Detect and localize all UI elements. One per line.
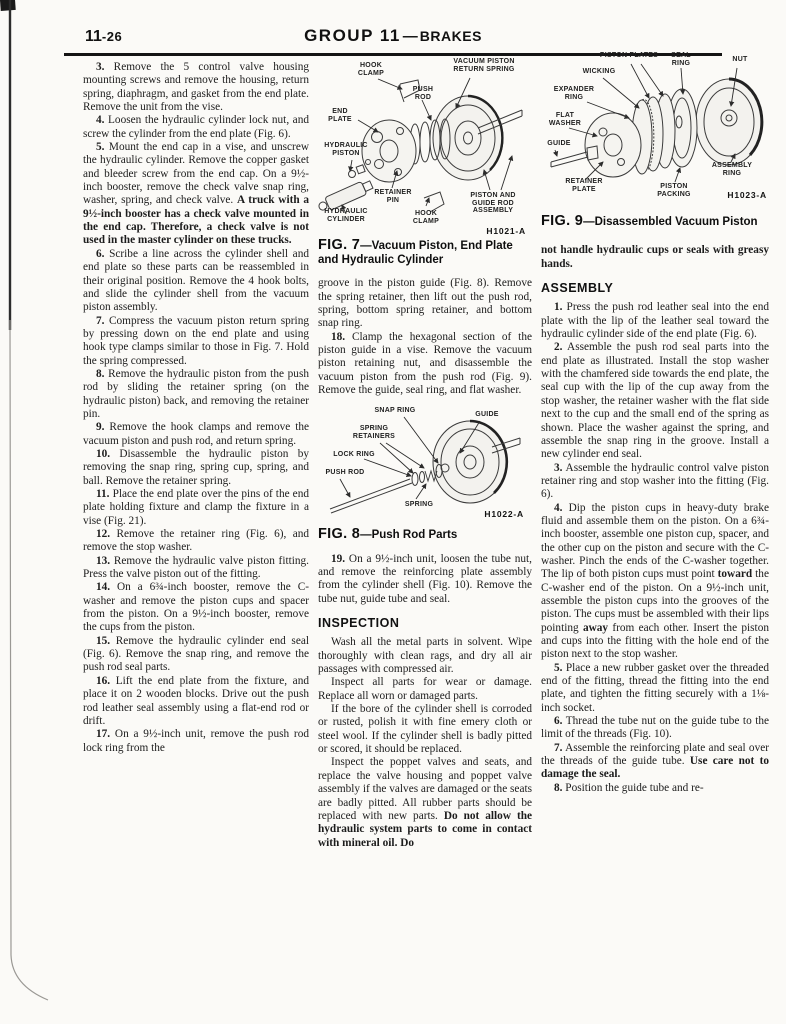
page-number-minor: -26 [101,29,123,44]
paragraph: 3. Assemble the hydraulic control valve piston retainer ring and stop washer into the fitting (Fig. 6). [541,461,769,501]
figure-8 [318,405,532,525]
paragraph: 9. Remove the hook clamps and remove the vacuum piston and push rod, and return spring. [83,421,309,447]
fig8-label-guide: GUIDE [475,411,499,419]
title-dash: — [402,28,418,45]
column-2-text-lower [318,553,532,850]
paragraph: 4. Dip the piston cups in heavy-duty brake fluid and assemble them on the piston. On a 6¾-inch booster, assemble one piston cup, spacer, and the other cup on the piston and secure with the C-washer. Pinch the ends of the C-washer together. The lip of both piston cups must point toward the C-washer end of the piston. On a 9½-inch unit, assemble the piston cups into the grooves of the piston. The cups must be assembled with their lips pointing away from each other. Insert the piston and cups into the fitting with the hole end of the piston next to the stop washer. [541,501,769,661]
paragraph: 11. Place the end plate over the pins of the end plate holding fixture and clamp the fixture in a vise (Fig. 21). [83,488,309,527]
column-1 [83,61,309,755]
paragraph: 16. Lift the end plate from the fixture, and place it on 2 wooden blocks. Drive out the push rod leather seal assembly using a flat-end rod or drift. [83,674,309,727]
paragraph: 3. Remove the 5 control valve housing mounting screws and remove the housing, return spring, diaphragm, and gasket from the end plate. Remove the unit from the vise. [83,61,309,114]
paragraph: 18. Clamp the hexagonal section of the piston guide in a vise. Remove the vacuum piston retaining nut, and disassemble the vacuum piston from the push rod (Fig. 9). Remove the guide, seal ring, and flat washer. [318,330,532,396]
paragraph: 5. Place a new rubber gasket over the threaded end of the fitting, thread the fitting into the end plate, and tighten the fitting securely with a 1⅛-inch socket. [541,661,769,714]
paragraph: 13. Remove the hydraulic valve piston fitting. Press the valve piston out of the fitting. [83,554,309,581]
fig9-label-assembly-ring: ASSEMBLY RING [711,162,753,177]
paragraph: 7. Assemble the reinforcing plate and seal over the threads of the guide tube. Use care not to damage the seal. [541,741,769,781]
paragraph: 8. Position the guide tube and re- [554,781,704,794]
fig9-label-wicking: WICKING [582,68,616,75]
paragraph: 1. Press the push rod leather seal into the end plate with the lip of the leather seal toward the hydraulic cylinder side of the end plate (Fig. 6). [541,301,769,341]
fig9-label-seal-ring: SEAL RING [671,52,691,67]
paragraph: not handle hydraulic cups or seals with greasy hands. [541,244,769,270]
paragraph: 7. Compress the vacuum piston return spring by pressing down on the end plate and using hook type clamps similar to those in Fig. 7. Hold the spring compressed. [83,314,309,367]
fig7-label-hydraulic-piston: HYDRAULIC PISTON [324,142,368,157]
paragraph: 10. Disassemble the hydraulic piston by removing the snap ring, spring cup, spring, and ball. Remove the retainer spring. [83,447,309,487]
fig7-label-hydraulic-cylinder: HYDRAULIC CYLINDER [324,208,368,223]
fig8-label-lock-ring: LOCK RING [333,451,375,459]
paragraph: 19. On a 9½-inch unit, loosen the tube nut, and remove the reinforcing plate assembly from the cylinder shell (Fig. 10). Remove the tube nut, guide tube and seal. [318,552,532,605]
column-3 [541,50,769,795]
paragraph: 5. Mount the end cap in a vise, and unscrew the hydraulic cylinder. Remove the copper gasket and bleeder screw from the end cap. On a 9½-inch booster, remove the check valve snap ring, washer, spring, and check valve. A truck with a 9½-inch booster has a check valve mounted in the end cap. Therefore, a check valve is not used in the master cylinder on these trucks. [83,141,309,247]
paragraph: 12. Remove the retainer ring (Fig. 6), and remove the stop washer. [83,528,309,554]
column-3-text [541,244,769,795]
section-heading: ASSEMBLY [541,281,614,296]
fig8-label-push-rod: PUSH ROD [325,469,365,477]
fig7-label-hook-clamp-bottom: HOOK CLAMP [412,210,440,225]
figure-7 [318,58,532,236]
scan-corner-mark [0,0,16,11]
fig8-label-spring-retainers: SPRING RETAINERS [352,425,396,440]
column-2 [318,58,532,850]
page-title [0,26,786,46]
fig8-number: FIG. 8 [318,526,361,543]
fig9-label-piston-plates: PISTON PLATES [599,52,659,59]
fig7-label-end-plate: END PLATE [328,108,352,123]
fig9-caption-text: —Disassembled Vacuum Piston [583,216,758,228]
paragraph: Inspect all parts for wear or damage. Replace all worn or damaged parts. [318,676,532,702]
figure-9 [541,50,769,212]
fig9-number: FIG. 9 [541,213,584,229]
column-2-text-upper [318,277,532,397]
paragraph: 4. Loosen the hydraulic cylinder lock nut, and screw the cylinder from the end plate (Fig. 6). [83,114,309,140]
column-1-text [83,61,309,755]
paragraph: If the bore of the cylinder shell is corroded or rusted, polish it with fine emery cloth or steel wool. If the cylinder shell is badly pitted or scored, it should be replaced. [318,703,532,756]
paragraph: 6. Thread the tube nut on the guide tube to the limit of the threads (Fig. 10). [541,715,769,741]
fig7-label-hook-clamp-top: HOOK CLAMP [357,62,385,77]
paragraph: groove in the piston guide (Fig. 8). Remove the spring retainer, then lift out the push rod, spring, bottom spring retainer, and bottom snap ring. [318,277,532,330]
paragraph: Wash all the metal parts in solvent. Wipe thoroughly with clean rags, and dry all air passages with compressed air. [318,636,532,676]
fig7-caption-text: —Vacuum Piston, End Plate and Hydraulic Cylinder [318,240,513,267]
paragraph: 8. Remove the hydraulic piston from the push rod by sliding the retainer spring (on the hydraulic piston) back, and removing the retainer pin. [83,367,309,420]
fig9-label-expander-ring: EXPANDER RING [553,86,595,101]
figure-8-caption [318,526,532,543]
fig8-caption-text: —Push Rod Parts [360,529,458,542]
page-crease [0,0,70,1024]
fig9-label-retainer-plate: RETAINER PLATE [565,178,603,193]
fig9-label-piston-packing: PISTON PACKING [657,183,691,198]
fig8-label-spring: SPRING [404,501,434,509]
fig8-label-snap-ring: SNAP RING [374,407,416,415]
paragraph: 6. Scribe a line across the cylinder shell and end plate so these parts can be reassembled in their original position. Remove the 4 hook bolts, and slide the cylinder shell from the vacuum piston assembly. [83,247,309,314]
fig9-label-guide: GUIDE [547,140,571,147]
paragraph: 14. On a 6¾-inch booster, remove the C-washer and remove the piston cups and spacer from the piston. On a 9½-inch booster, remove the cups from the piston. [83,581,309,634]
fig7-label-retainer-pin: RETAINER PIN [374,189,412,204]
fig7-number: FIG. 7 [318,237,361,253]
paragraph: Inspect the poppet valves and seats, and replace the valve housing and poppet valve assembly if the valves are damaged or the seats are badly pitted. All rubber parts should be replaced with new parts. Do not allow the hydraulic system parts to come in contact with mineral oil. Do [318,756,532,849]
fig9-label-flat-washer: FLAT WASHER [548,112,582,127]
title-group: GROUP 11 [304,26,401,45]
fig7-label-vacuum-piston-return-spring: VACUUM PISTON RETURN SPRING [453,58,515,73]
figure-9-caption [541,213,769,230]
fig7-label-push-rod: PUSH ROD [412,86,434,101]
fig9-code: H1023-A [727,190,767,200]
fig8-code: H1022-A [484,509,524,520]
fig9-label-nut: NUT [732,56,748,63]
page-number-major: 11 [85,28,102,45]
title-section: BRAKES [419,28,482,44]
section-heading: INSPECTION [318,616,400,631]
fig7-code: H1021-A [486,226,526,236]
fig7-label-piston-and-guide-rod-assembly: PISTON AND GUIDE ROD ASSEMBLY [470,192,516,215]
paragraph: 2. Assemble the push rod seal parts into the end plate as illustrated. Install the stop washer with the chamfered side towards the end plate, the seal cup with the lip of the cup away from the stop washer, the retainer washer with the flat side next to the cup and the small end of the spring as shown. Place the washer against the spring, and assemble the snap ring in the groove. Install a new cylinder end seal. [541,341,769,461]
paragraph: 17. On a 9½-inch unit, remove the push rod lock ring from the [83,728,309,754]
paragraph: 15. Remove the hydraulic cylinder end seal (Fig. 6). Remove the snap ring, and remove the push rod seal parts. [83,634,309,674]
figure-7-caption [318,237,532,268]
